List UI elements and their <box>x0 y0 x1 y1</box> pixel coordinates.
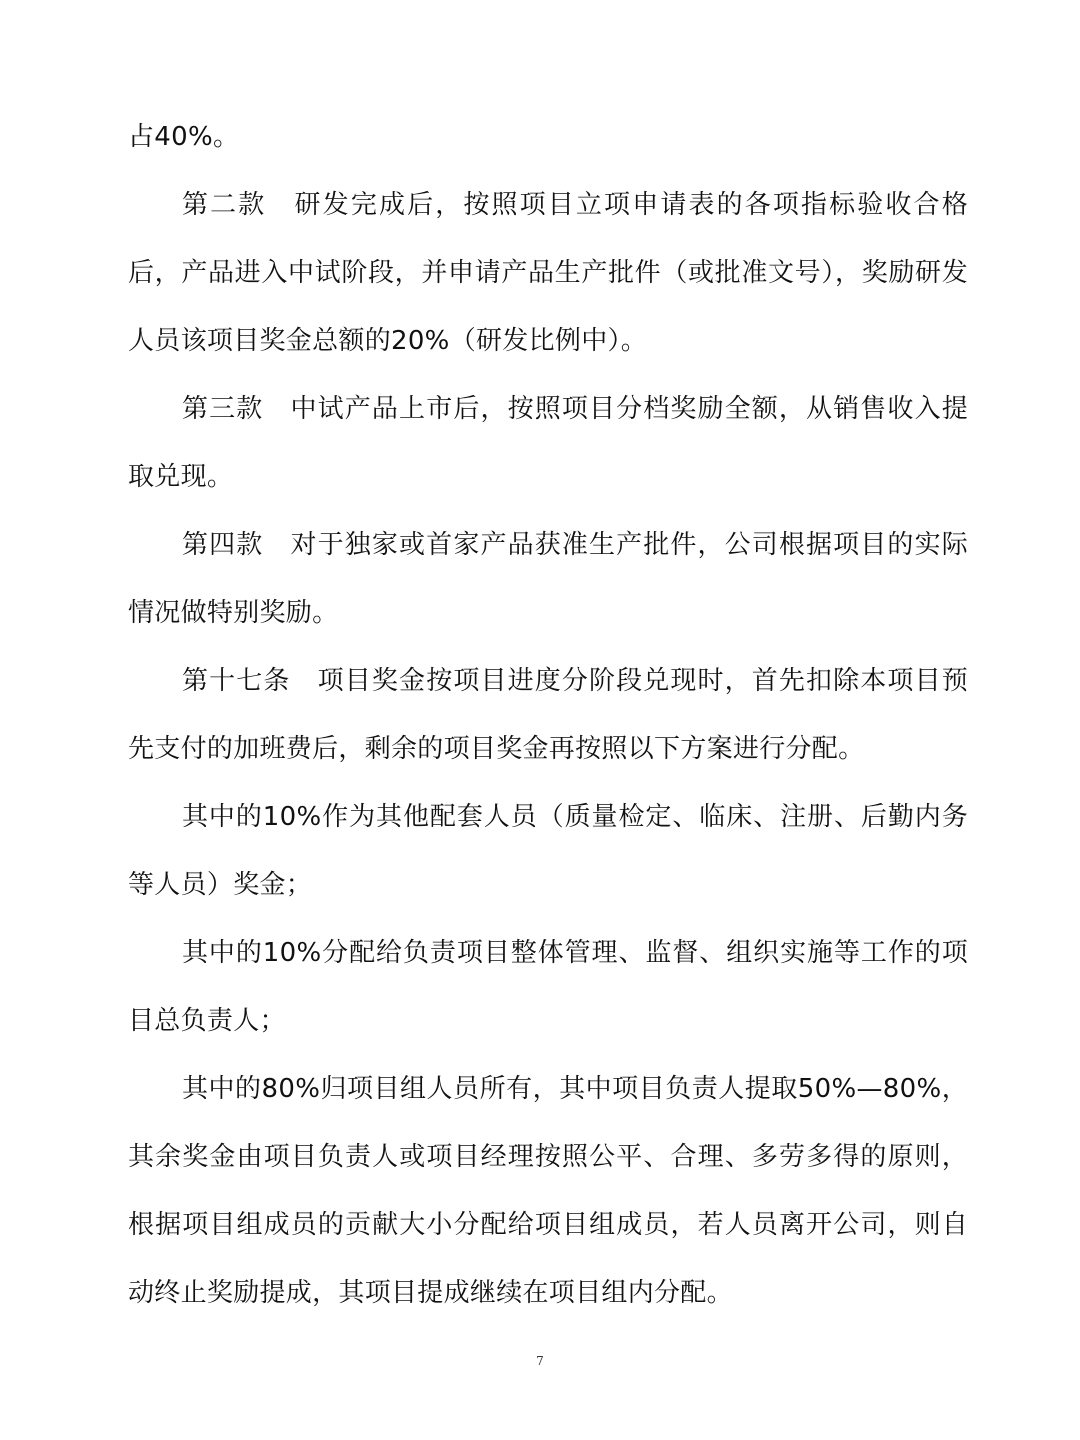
paragraph-team-share: 其中的80%归项目组人员所有，其中项目负责人提取50%—80%，其余奖金由项目负责人或项目经理按照公平、合理、多劳多得的原则，根据项目组成员的贡献大小分配给项目组成员，若人员离开公司，则自动终止奖励提成，其项目提成继续在项目组内分配。 <box>128 1074 968 1308</box>
page-number: 7 <box>536 1354 544 1368</box>
paragraph-continuation: 占40%。 <box>128 122 240 152</box>
paragraph-support-staff-share: 其中的10%作为其他配套人员（质量检定、临床、注册、后勤内务等人员）奖金； <box>128 802 968 900</box>
paragraph-clause-3: 第三款 中试产品上市后，按照项目分档奖励全额，从销售收入提取兑现。 <box>128 394 968 492</box>
document-body <box>128 103 968 1327</box>
paragraph-project-lead-share: 其中的10%分配给负责项目整体管理、监督、组织实施等工作的项目总负责人； <box>128 938 968 1036</box>
paragraph-clause-4: 第四款 对于独家或首家产品获准生产批件，公司根据项目的实际情况做特别奖励。 <box>128 530 968 628</box>
paragraph-article-17: 第十七条 项目奖金按项目进度分阶段兑现时，首先扣除本项目预先支付的加班费后，剩余的项目奖金再按照以下方案进行分配。 <box>128 666 968 764</box>
paragraph-clause-2: 第二款 研发完成后，按照项目立项申请表的各项指标验收合格后，产品进入中试阶段，并申请产品生产批件（或批准文号），奖励研发人员该项目奖金总额的20%（研发比例中）。 <box>128 190 968 356</box>
